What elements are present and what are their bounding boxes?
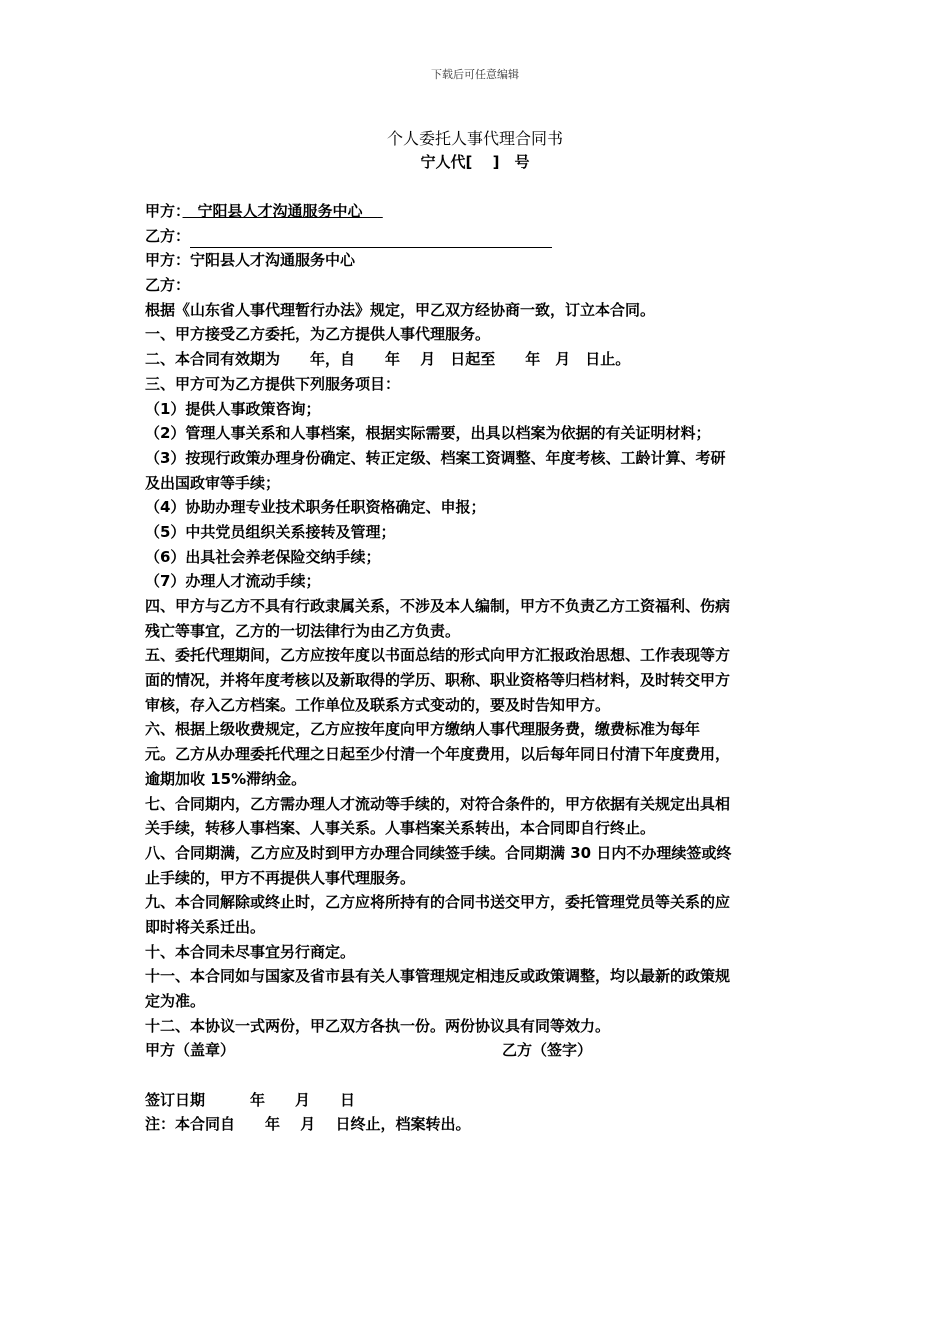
clause-line: 逾期加收 15%滞纳金。 [145,769,307,788]
clause-line: 四、甲方与乙方不具有行政隶属关系，不涉及本人编制，甲方不负责乙方工资福利、伤病 [145,597,731,615]
contract-body [145,199,805,1137]
clause-line: 面的情况，并将年度考核以及新取得的学历、职称、职业资格等归档材料，及时转交甲方 [145,671,731,690]
clause-line: 十、本合同未尽事宜另行商定。 [145,942,356,961]
clause-line: （6）出具社会养老保险交纳手续； [145,547,381,566]
party-b-blank [190,229,552,248]
party-a-underlined-line [145,199,805,224]
clause-line: 一、甲方接受乙方委托，为乙方提供人事代理服务。 [145,325,491,344]
clause-line: 三、甲方可为乙方提供下列服务项目： [145,374,401,393]
clause-line: 十二、本协议一式两份，甲乙双方各执一份。两份协议具有同等效力。 [145,1016,611,1035]
party-a-line: 甲方：宁阳县人才沟通服务中心 [145,251,356,270]
party-b-underlined-line [145,224,805,249]
clause-line: 定为准。 [145,992,206,1010]
party-b-signature: 乙方（签字） [502,1041,593,1060]
clause-line: 二、本合同有效期为 年，自 年 月 日起至 年 月 日止。 [145,350,631,369]
clause-line: （7）办理人才流动手续； [145,572,321,591]
footnote: 注：本合同自 年 月 日终止，档案转出。 [145,1115,471,1134]
party-b-line: 乙方： [145,276,191,295]
signature-row [145,1038,805,1063]
document-title: 个人委托人事代理合同书 [386,129,563,148]
clause-line: 十一、本合同如与国家及省市县有关人事管理规定相违反或政策调整，均以最新的政策规 [145,967,731,986]
party-b-label: 乙方： [145,226,191,245]
header-note: 下载后可任意编辑 [431,68,519,81]
clause-list [145,298,805,1039]
clause-line: 关手续，转移人事档案、人事关系。人事档案关系转出，本合同即自行终止。 [145,819,656,838]
party-a-seal: 甲方（盖章） [145,1041,236,1060]
party-a-value-underlined: 宁阳县人才沟通服务中心 [182,202,378,220]
party-a-label: 甲方： [145,202,183,220]
clause-line: 即时将关系迁出。 [145,917,266,936]
clause-line: 九、本合同解除或终止时，乙方应将所持有的合同书送交甲方，委托管理党员等关系的应 [145,893,731,912]
clause-line: 元。乙方从办理委托代理之日起至少付清一个年度费用，以后每年同日付清下年度费用， [145,745,731,764]
contract-number: 宁人代[ ] 号 [420,153,530,171]
clause-line: 六、根据上级收费规定，乙方应按年度向甲方缴纳人事代理服务费，缴费标准为每年 [145,720,701,739]
clause-line: 根据《山东省人事代理暂行办法》规定，甲乙双方经协商一致，订立本合同。 [145,300,656,319]
clause-line: （5）中共党员组织关系接转及管理； [145,522,396,541]
clause-line: 止手续的，甲方不再提供人事代理服务。 [145,868,416,887]
signing-date: 签订日期 年 月 日 [145,1090,356,1109]
clause-line: 七、合同期内，乙方需办理人才流动等手续的，对符合条件的，甲方依据有关规定出具相 [145,794,731,813]
clause-line: 审核，存入乙方档案。工作单位及联系方式变动的，要及时告知甲方。 [145,695,611,714]
clause-line: 五、委托代理期间，乙方应按年度以书面总结的形式向甲方汇报政治思想、工作表现等方 [145,646,731,665]
clause-line: （3）按现行政策办理身份确定、转正定级、档案工资调整、年度考核、工龄计算、考研 [145,448,726,467]
clause-line: 八、合同期满，乙方应及时到甲方办理合同续签手续。合同期满 30 日内不办理续签或终 [145,843,732,862]
clause-line: 及出国政审等手续； [145,473,281,492]
clause-line: 残亡等事宜，乙方的一切法律行为由乙方负责。 [145,621,461,640]
clause-line: （4）协助办理专业技术职务任职资格确定、申报； [145,498,486,517]
clause-line: （2）管理人事关系和人事档案，根据实际需要，出具以档案为依据的有关证明材料； [145,424,711,443]
clause-line: （1）提供人事政策咨询； [145,399,321,418]
